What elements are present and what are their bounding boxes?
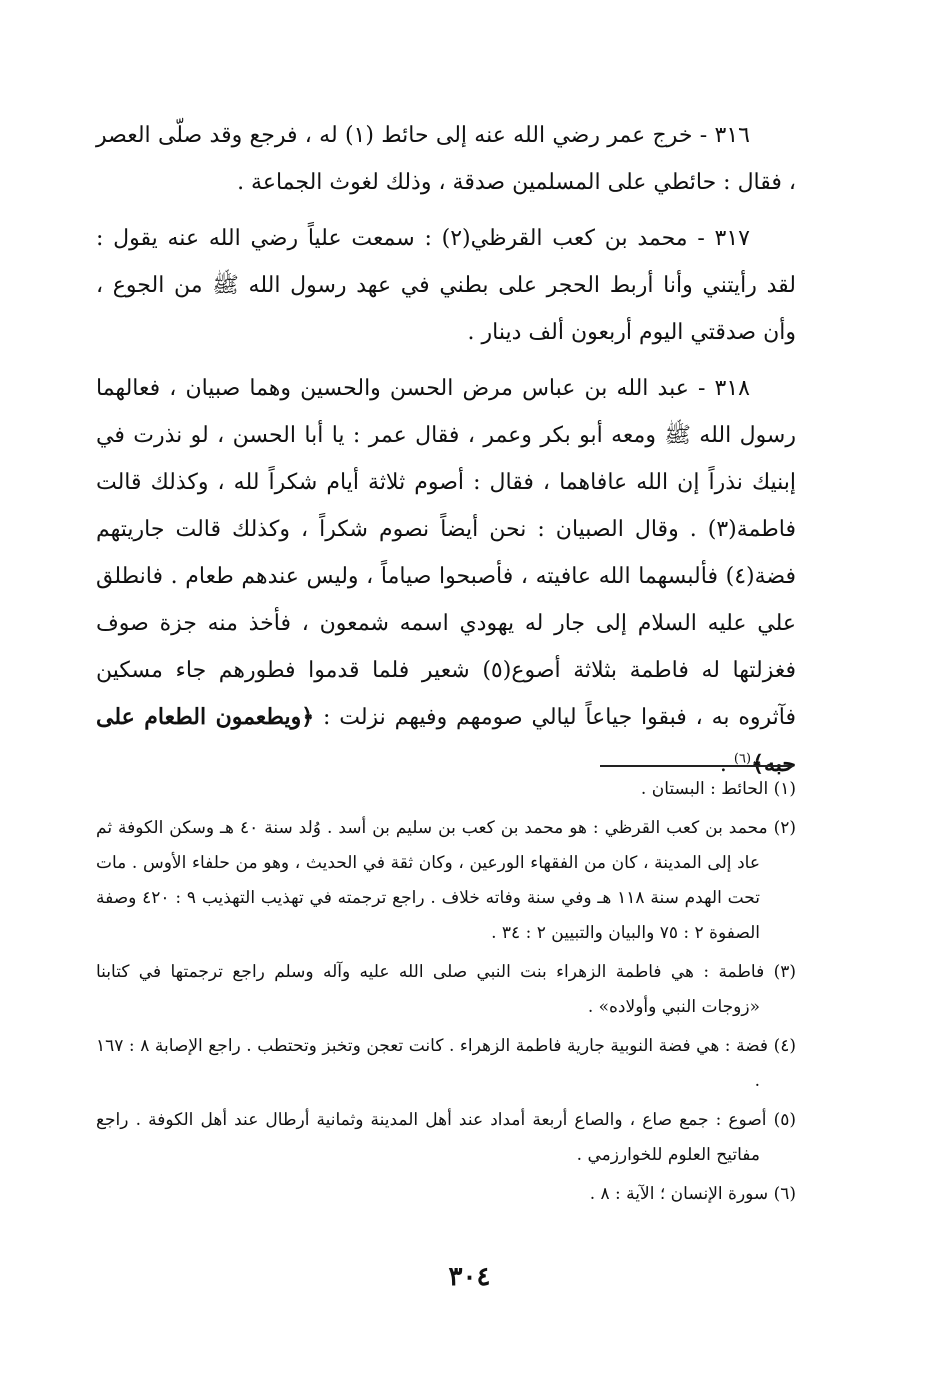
paragraph-318: ٣١٨ - عبد الله بن عباس مرض الحسن والحسين وهما صبيان ، فعالهما رسول الله ﷺ ومعه أبو بكر وعمر ، فقال عمر : يا أبا الحسن ، لو نذرت في إبنيك نذراً إن الله عافاهما ، فقال : أصوم ثلاثة أيام شكراً لله ، وكذلك قالت فاطمة(٣) . وقال الصبيان : نحن أيضاً نصوم شكراً ، وكذلك قالت جاريتهم فضة(٤) فألبسهما الله عافيته ، فأصبحوا صياماً ، وليس عندهم طعام . فانطلق علي عليه السلام إلى جار له يهودي اسمه شمعون ، فأخذ منه جزة صوف فغزلتها له فاطمة بثلاثة أصوع(٥) شعير فلما قدموا فطورهم جاء مسكين فآثروه به ، فبقوا جياعاً ليالي صومهم وفيهم نزلت : ﴿ويطعمون الطعام على حبه﴾$^{(٦)}$ . [96,376,796,777]
paragraph-text: محمد بن كعب القرظي(٢) : سمعت علياً رضي الله عنه يقول : لقد رأيتني وأنا أربط الحجر على بطني في عهد رسول الله ﷺ من الجوع ، وأن صدقتي اليوم أربعون ألف دينار . [96,226,796,345]
footnote-5: (٥) أصوع : جمع صاع ، والصاع أربعة أمداد عند أهل المدينة وثمانية أرطال عند أهل الكوفة . راجع مفاتيح العلوم للخوارزمي . [96,1110,796,1165]
footnotes [96,772,796,1216]
paragraph-number: ٣١٦ [714,123,750,148]
page-number: ٣٠٤ [448,1262,491,1292]
paragraph-number: ٣١٧ [714,226,750,251]
footnote-2: (٢) محمد بن كعب القرظي : هو محمد بن كعب بن سليم بن أسد . وُلد سنة ٤٠ هـ وسكن الكوفة ثم عاد إلى المدينة ، كان من الفقهاء الورعين ، وكان ثقة في الحديث ، وهو من حلفاء الأوس . مات تحت الهدم سنة ١١٨ هـ وفي سنة وفاته خلاف . راجع ترجمته في تهذيب التهذيب ٩ : ٤٢٠ وصفة الصفوة ٢ : ٧٥ والبيان والتبيين ٢ : ٣٤ . [96,818,796,943]
paragraph-text: خرج عمر رضي الله عنه إلى حائط (١) له ، فرجع وقد صلّى العصر ، فقال : حائطي على المسلمين صدقة ، وذلك لغوث الجماعة . [96,123,796,195]
footnote-divider [600,765,793,767]
paragraph-317: ٣١٧ - محمد بن كعب القرظي(٢) : سمعت علياً رضي الله عنه يقول : لقد رأيتني وأنا أربط الحجر على بطني في عهد رسول الله ﷺ من الجوع ، وأن صدقتي اليوم أربعون ألف دينار . [96,226,796,345]
paragraph-316: ٣١٦ - خرج عمر رضي الله عنه إلى حائط (١) له ، فرجع وقد صلّى العصر ، فقال : حائطي على المسلمين صدقة ، وذلك لغوث الجماعة . [96,123,796,195]
main-text [96,112,796,797]
footnote-1: (١) الحائط : البستان . [640,779,796,799]
footnote-4: (٤) فضة : هي فضة النوبية جارية فاطمة الزهراء . كانت تعجن وتخبز وتحتطب . راجع الإصابة ٨ : ١٦٧ . [96,1036,796,1091]
footnote-6: (٦) سورة الإنسان ؛ الآية : ٨ . [589,1184,796,1204]
quran-verse: ﴿ويطعمون الطعام على حبه﴾ [96,704,796,777]
footnote-ref: (٦) [733,751,752,767]
sentence-end: . [719,752,734,777]
paragraph-text: عبد الله بن عباس مرض الحسن والحسين وهما صبيان ، فعالهما رسول الله ﷺ ومعه أبو بكر وعمر ، فقال عمر : يا أبا الحسن ، لو نذرت في إبنيك نذراً إن الله عافاهما ، فقال : أصوم ثلاثة أيام شكراً لله ، وكذلك قالت فاطمة(٣) . وقال الصبيان : نحن أيضاً نصوم شكراً ، وكذلك قالت جاريتهم فضة(٤) فألبسهما الله عافيته ، فأصبحوا صياماً ، وليس عندهم طعام . فانطلق علي عليه السلام إلى جار له يهودي اسمه شمعون ، فأخذ منه جزة صوف فغزلتها له فاطمة بثلاثة أصوع(٥) شعير فلما قدموا فطورهم جاء مسكين فآثروه به ، فبقوا جياعاً ليالي صومهم وفيهم نزلت : [96,376,796,730]
footnote-3: (٣) فاطمة : هي فاطمة الزهراء بنت النبي صلى الله عليه وآله وسلم راجع ترجمتها في كتابنا «زوجات النبي وأولاده» . [96,962,796,1017]
paragraph-number: ٣١٨ [714,376,750,401]
